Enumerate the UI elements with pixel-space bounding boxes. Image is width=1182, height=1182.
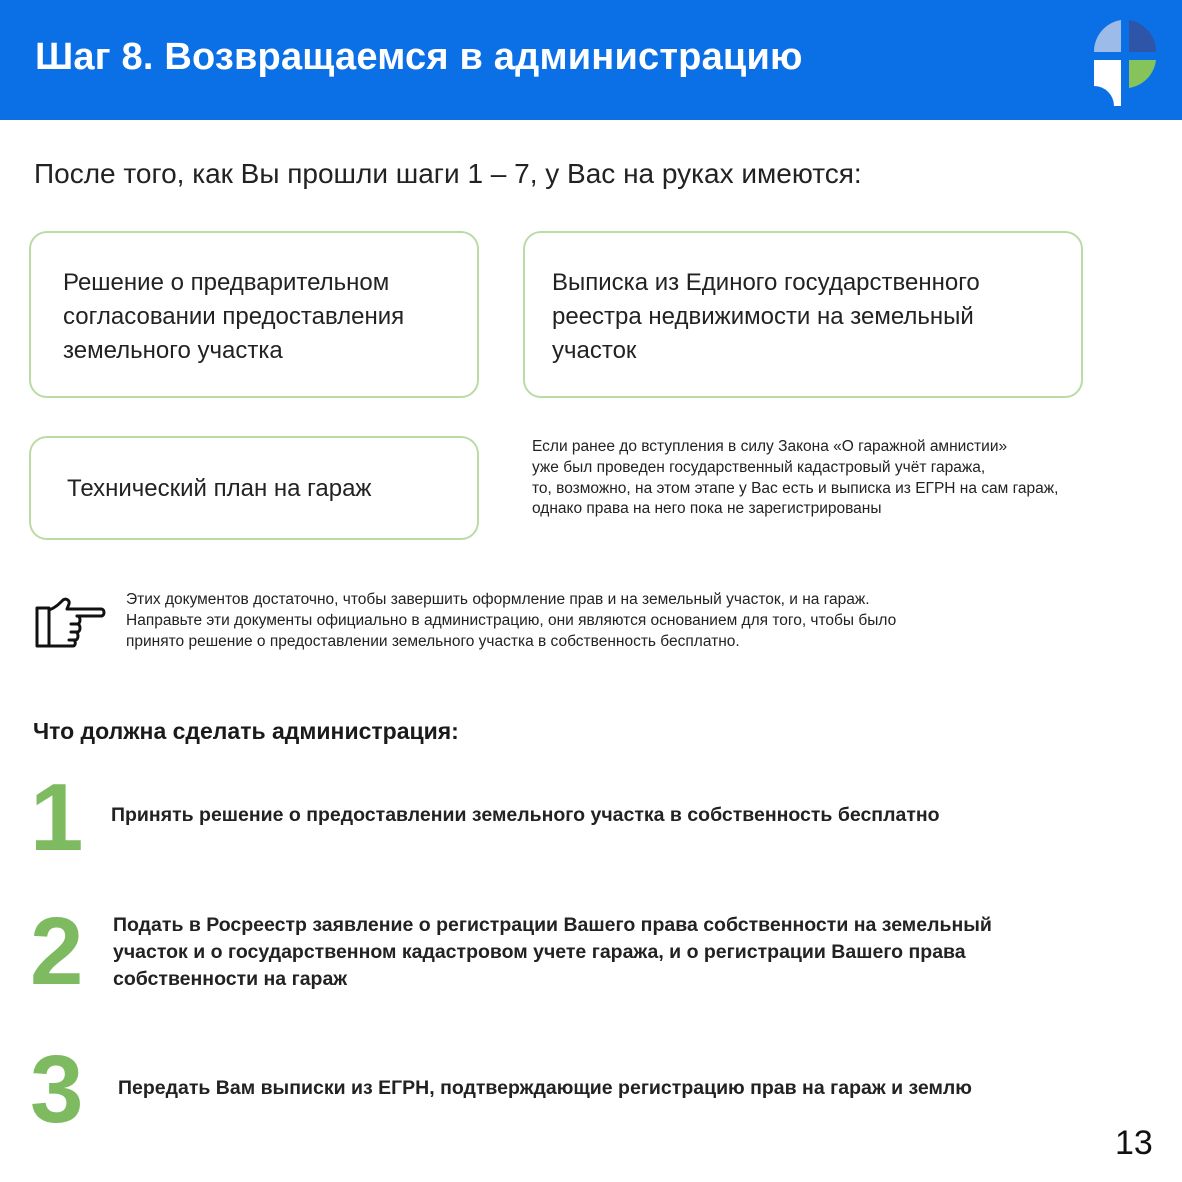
step-text-1 <box>111 802 1151 829</box>
callout-line: Этих документов достаточно, чтобы завершить оформление прав и на земельный участок, и на гараж. <box>126 591 870 608</box>
note-line: Если ранее до вступления в силу Закона «О гаражной амнистии» <box>532 438 1008 455</box>
rosreestr-logo-icon <box>1090 14 1160 110</box>
note-line: то, возможно, на этом этапе у Вас есть и выписка из ЕГРН на сам гараж, <box>532 479 1059 497</box>
document-card-egrn-extract <box>523 231 1083 398</box>
page-title: Шаг 8. Возвращаемся в администрацию <box>35 36 803 78</box>
step-line: участок и о государственном кадастровом учете гаража, и о регистрации Вашего права <box>113 941 966 963</box>
step-text-3 <box>118 1075 1158 1102</box>
callout-line: принято решение о предоставлении земельного участка в собственность бесплатно. <box>126 632 740 650</box>
callout-line: Направьте эти документы официально в администрацию, они являются основанием для того, чтобы было <box>126 611 897 629</box>
page-number: 13 <box>1115 1124 1153 1162</box>
step-number-2: 2 <box>30 898 84 1005</box>
step-number-3: 3 <box>30 1036 84 1143</box>
garage-amnesty-note <box>532 437 1152 520</box>
note-line: однако права на него пока не зарегистрированы <box>532 500 882 518</box>
document-card-line: Решение о предварительном <box>63 269 390 296</box>
step-line: Подать в Росреестр заявление о регистрации Вашего права собственности на земельный <box>113 914 992 936</box>
step-number-1: 1 <box>30 764 84 871</box>
document-card-line: согласовании предоставления <box>63 303 405 330</box>
document-card-line: участок <box>552 337 637 364</box>
document-card-preliminary-approval <box>29 231 479 398</box>
administration-heading: Что должна сделать администрация: <box>33 718 459 744</box>
step-line: собственности на гараж <box>113 968 348 990</box>
page-header <box>0 0 1182 120</box>
callout-text <box>126 590 1126 652</box>
step-line: Принять решение о предоставлении земельного участка в собственность бесплатно <box>111 804 940 826</box>
document-card-technical-plan <box>29 436 479 540</box>
document-card-line: Выписка из Единого государственного <box>552 269 980 296</box>
document-card-line: Технический план на гараж <box>67 475 372 502</box>
intro-text: После того, как Вы прошли шаги 1 – 7, у Вас на руках имеются: <box>34 158 862 189</box>
step-text-2 <box>113 912 1153 993</box>
document-card-line: реестра недвижимости на земельный <box>552 303 974 330</box>
document-card-line: земельного участка <box>63 337 283 364</box>
note-line: уже был проведен государственный кадастровый учёт гаража, <box>532 458 986 476</box>
step-line: Передать Вам выписки из ЕГРН, подтверждающие регистрацию прав на гараж и землю <box>118 1077 972 1099</box>
pointing-hand-icon <box>33 596 107 654</box>
